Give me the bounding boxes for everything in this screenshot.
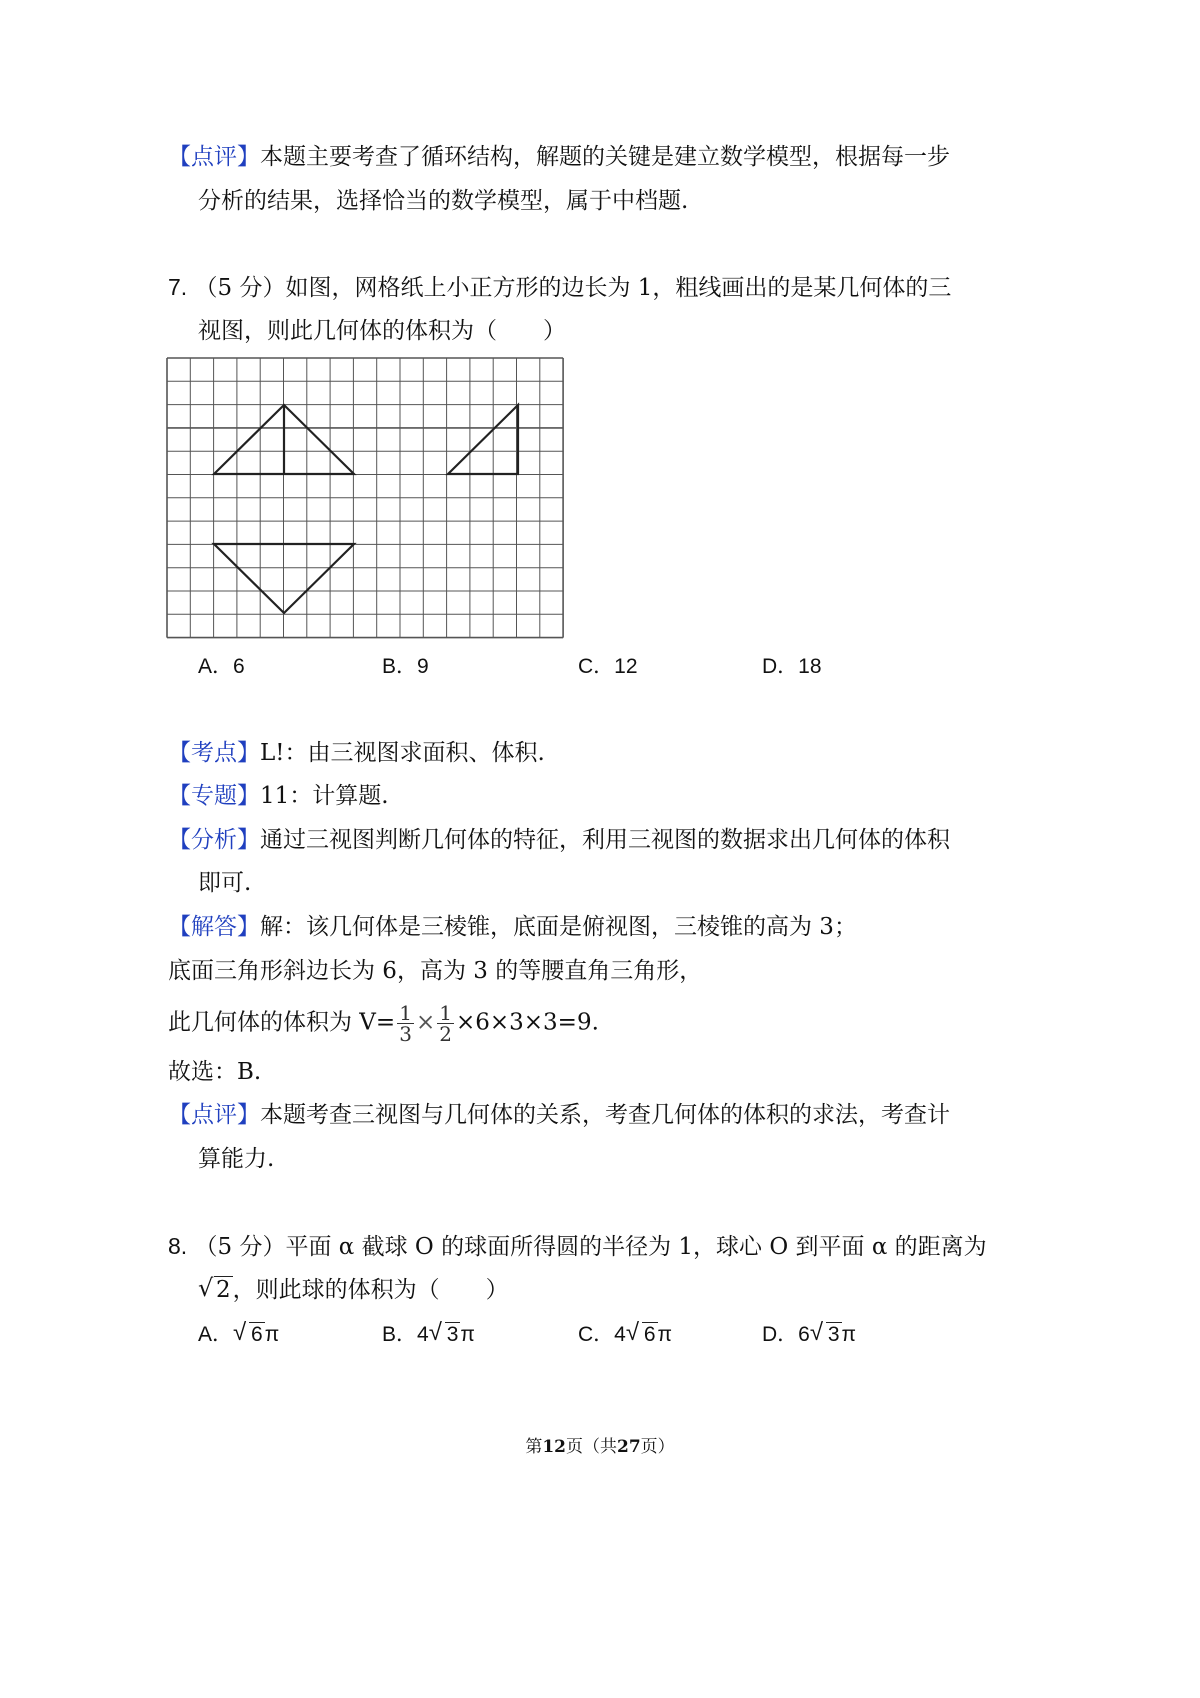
question-8-line-2: [198, 1275, 509, 1305]
option-letter: C．: [578, 1323, 615, 1346]
option-value: 18: [798, 655, 822, 678]
option-value: 6: [233, 655, 245, 678]
question-8-line-1: [168, 1231, 987, 1262]
radical-sign: √: [809, 1319, 824, 1346]
volume-suffix: ×6×3×3=9.: [455, 1009, 599, 1036]
total-page-count: 27: [617, 1437, 641, 1457]
option-a: [198, 1320, 279, 1350]
pi-symbol: π: [841, 1323, 857, 1346]
fraction-numerator: 1: [399, 1001, 412, 1025]
kaodian-text: L!：由三视图求面积、体积.: [260, 740, 545, 766]
question-score: （5 分）: [194, 275, 286, 301]
fraction-numerator: 1: [439, 1001, 452, 1025]
option-value: 12: [614, 655, 638, 678]
times-sign: ×: [415, 1009, 436, 1036]
option-letter: B．: [382, 655, 418, 678]
question-score: （5 分）: [194, 1234, 286, 1260]
zhuanti-tag: 【专题】: [168, 783, 260, 809]
sqrt-expression: [810, 1320, 842, 1350]
sqrt-expression: [626, 1320, 658, 1350]
question-8-text-2: ，则此球的体积为（ ）: [232, 1277, 509, 1303]
fenxi-line-2: 即可.: [198, 870, 252, 896]
dianping-line-2: 算能力.: [198, 1146, 275, 1172]
radical-sign: √: [233, 1319, 247, 1346]
dianping-text-1: 本题考查三视图与几何体的关系，考查几何体的体积的求法，考查计: [260, 1102, 950, 1128]
zhuanti-text: 11：计算题.: [260, 783, 389, 809]
question-8-text-1: 平面 α 截球 O 的球面所得圆的半径为 1，球心 O 到平面 α 的距离为: [285, 1234, 987, 1260]
jieda-line-1: [168, 912, 857, 942]
sqrt-expression: [198, 1275, 233, 1305]
footer-text: 页）: [640, 1437, 675, 1457]
jieda-text-1: 解：该几何体是三棱锥，底面是俯视图，三棱锥的高为 3；: [260, 914, 857, 940]
fraction-denominator: 2: [439, 1022, 452, 1046]
option-coefficient: 4: [614, 1323, 626, 1346]
option-letter: A．: [198, 655, 234, 678]
jieda-line-4: 故选：B.: [168, 1059, 262, 1085]
radicand: 6: [643, 1323, 656, 1346]
option-a: [198, 652, 245, 682]
option-b: [382, 1320, 475, 1350]
current-page-number: 12: [542, 1437, 566, 1457]
sqrt-expression: [429, 1320, 461, 1350]
page-footer: [0, 1432, 1200, 1457]
radicand: 6: [251, 1323, 263, 1346]
option-d: [762, 652, 822, 682]
option-value: 9: [417, 655, 429, 678]
option-letter: A．: [198, 1323, 234, 1346]
radicand: 2: [216, 1277, 231, 1303]
dianping-tag: 【点评】: [168, 1102, 260, 1128]
review-tag: 【点评】: [168, 144, 260, 170]
question-number: 7.: [168, 274, 188, 300]
kaodian-line: [168, 738, 545, 768]
review-line-2: 分析的结果，选择恰当的数学模型，属于中档题.: [198, 188, 689, 214]
question-number: 8.: [168, 1233, 188, 1259]
question-7-text-1: 如图，网格纸上小正方形的边长为 1，粗线画出的是某几何体的三: [285, 275, 952, 301]
jieda-tag: 【解答】: [168, 914, 260, 940]
front-view-shape: [214, 405, 354, 474]
kaodian-tag: 【考点】: [168, 740, 260, 766]
option-letter: B．: [382, 1323, 418, 1346]
fraction-one-third: [397, 1003, 414, 1044]
option-coefficient: 6: [798, 1323, 810, 1346]
question-7-line-2: 视图，则此几何体的体积为（ ）: [198, 318, 566, 344]
fenxi-line-1: [168, 825, 950, 855]
fenxi-tag: 【分析】: [168, 827, 260, 853]
radicand: 3: [827, 1323, 840, 1346]
dianping-line-1: [168, 1100, 950, 1130]
radical-sign: √: [198, 1274, 214, 1302]
radical-sign: √: [625, 1319, 640, 1346]
grid-lines: [167, 358, 563, 638]
footer-text: 第: [525, 1437, 543, 1457]
pi-symbol: π: [460, 1323, 475, 1346]
pi-symbol: π: [264, 1323, 280, 1346]
option-c: [578, 1320, 672, 1350]
volume-prefix: 此几何体的体积为 V=: [168, 1009, 396, 1036]
option-letter: D．: [762, 1323, 799, 1346]
option-c: [578, 652, 638, 682]
option-d: [762, 1320, 856, 1350]
radicand: 3: [446, 1323, 459, 1346]
option-b: [382, 652, 429, 682]
option-coefficient: 4: [417, 1323, 429, 1346]
fraction-denominator: 3: [399, 1022, 412, 1046]
sqrt-expression: [233, 1320, 265, 1350]
radical-sign: √: [428, 1319, 442, 1346]
footer-text: 页（共: [566, 1437, 617, 1457]
option-letter: C．: [578, 655, 615, 678]
zhuanti-line: [168, 781, 389, 811]
jieda-line-2: 底面三角形斜边长为 6，高为 3 的等腰直角三角形，: [168, 958, 703, 984]
fraction-one-half: [437, 1003, 454, 1044]
jieda-line-3: [168, 1003, 599, 1044]
review-text-1: 本题主要考查了循环结构，解题的关键是建立数学模型，根据每一步: [260, 144, 950, 170]
pi-symbol: π: [657, 1323, 673, 1346]
option-letter: D．: [762, 655, 799, 678]
fenxi-text-1: 通过三视图判断几何体的特征，利用三视图的数据求出几何体的体积: [260, 827, 950, 853]
side-view-shape: [448, 405, 518, 474]
